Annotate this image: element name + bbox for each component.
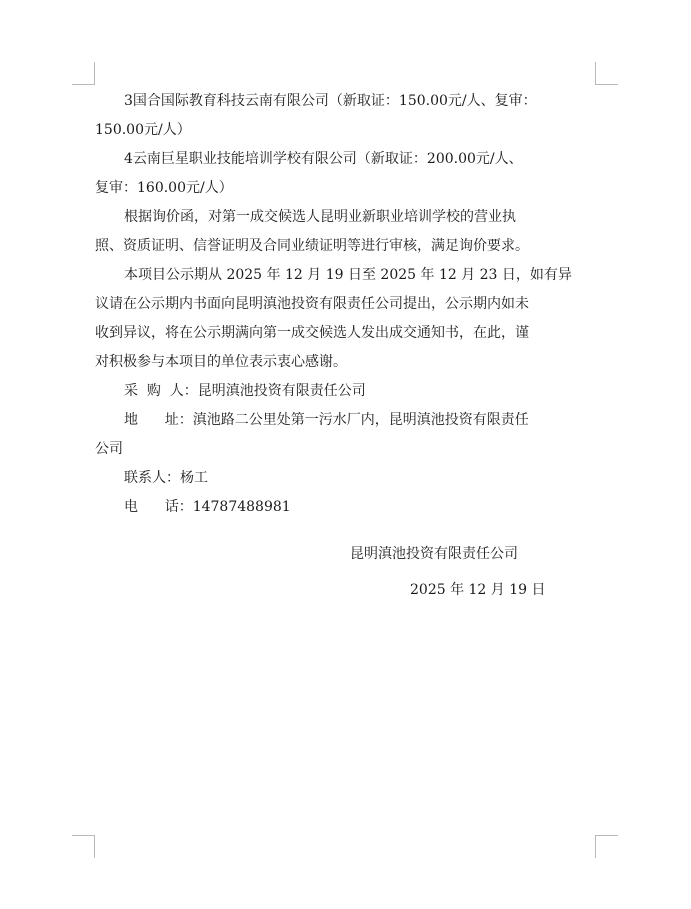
address-line-1: 地 址：滇池路二公里处第一污水厂内，昆明滇池投资有限责任 [124,412,529,428]
address-line-2: 公司 [95,441,123,457]
signature-organization: 昆明滇池投资有限责任公司 [350,546,518,562]
publicity-paragraph-line-4: 对积极参与本项目的单位表示衷心感谢。 [95,354,347,370]
contact-person-line: 联系人：杨工 [124,470,208,486]
crop-mark-bottom-left [72,835,95,858]
supplier-4-line-2: 复审：160.00元/人） [95,180,233,196]
supplier-3-line-1: 3国合国际教育科技云南有限公司（新取证：150.00元/人、复审： [124,93,537,109]
review-paragraph-line-2: 照、资质证明、信誉证明及合同业绩证明等进行审核，满足询价要求。 [95,238,529,254]
publicity-paragraph-line-3: 收到异议，将在公示期满向第一成交候选人发出成交通知书，在此，谨 [95,325,529,341]
signature-date: 2025 年 12 月 19 日 [410,582,546,598]
crop-mark-top-right [595,62,618,85]
publicity-paragraph-line-1: 本项目公示期从 2025 年 12 月 19 日至 2025 年 12 月 23 日，如有异 [124,267,572,283]
publicity-paragraph-line-2: 议请在公示期内书面向昆明滇池投资有限责任公司提出，公示期内如未 [95,296,529,312]
supplier-4-line-1: 4云南巨星职业技能培训学校有限公司（新取证：200.00元/人、 [124,151,523,167]
purchaser-line: 采 购 人：昆明滇池投资有限责任公司 [124,383,366,399]
supplier-3-line-2: 150.00元/人） [95,122,191,138]
crop-mark-top-left [72,62,95,85]
phone-line: 电 话：14787488981 [124,499,291,515]
crop-mark-bottom-right [595,835,618,858]
review-paragraph-line-1: 根据询价函，对第一成交候选人昆明业新职业培训学校的营业执 [124,209,516,225]
